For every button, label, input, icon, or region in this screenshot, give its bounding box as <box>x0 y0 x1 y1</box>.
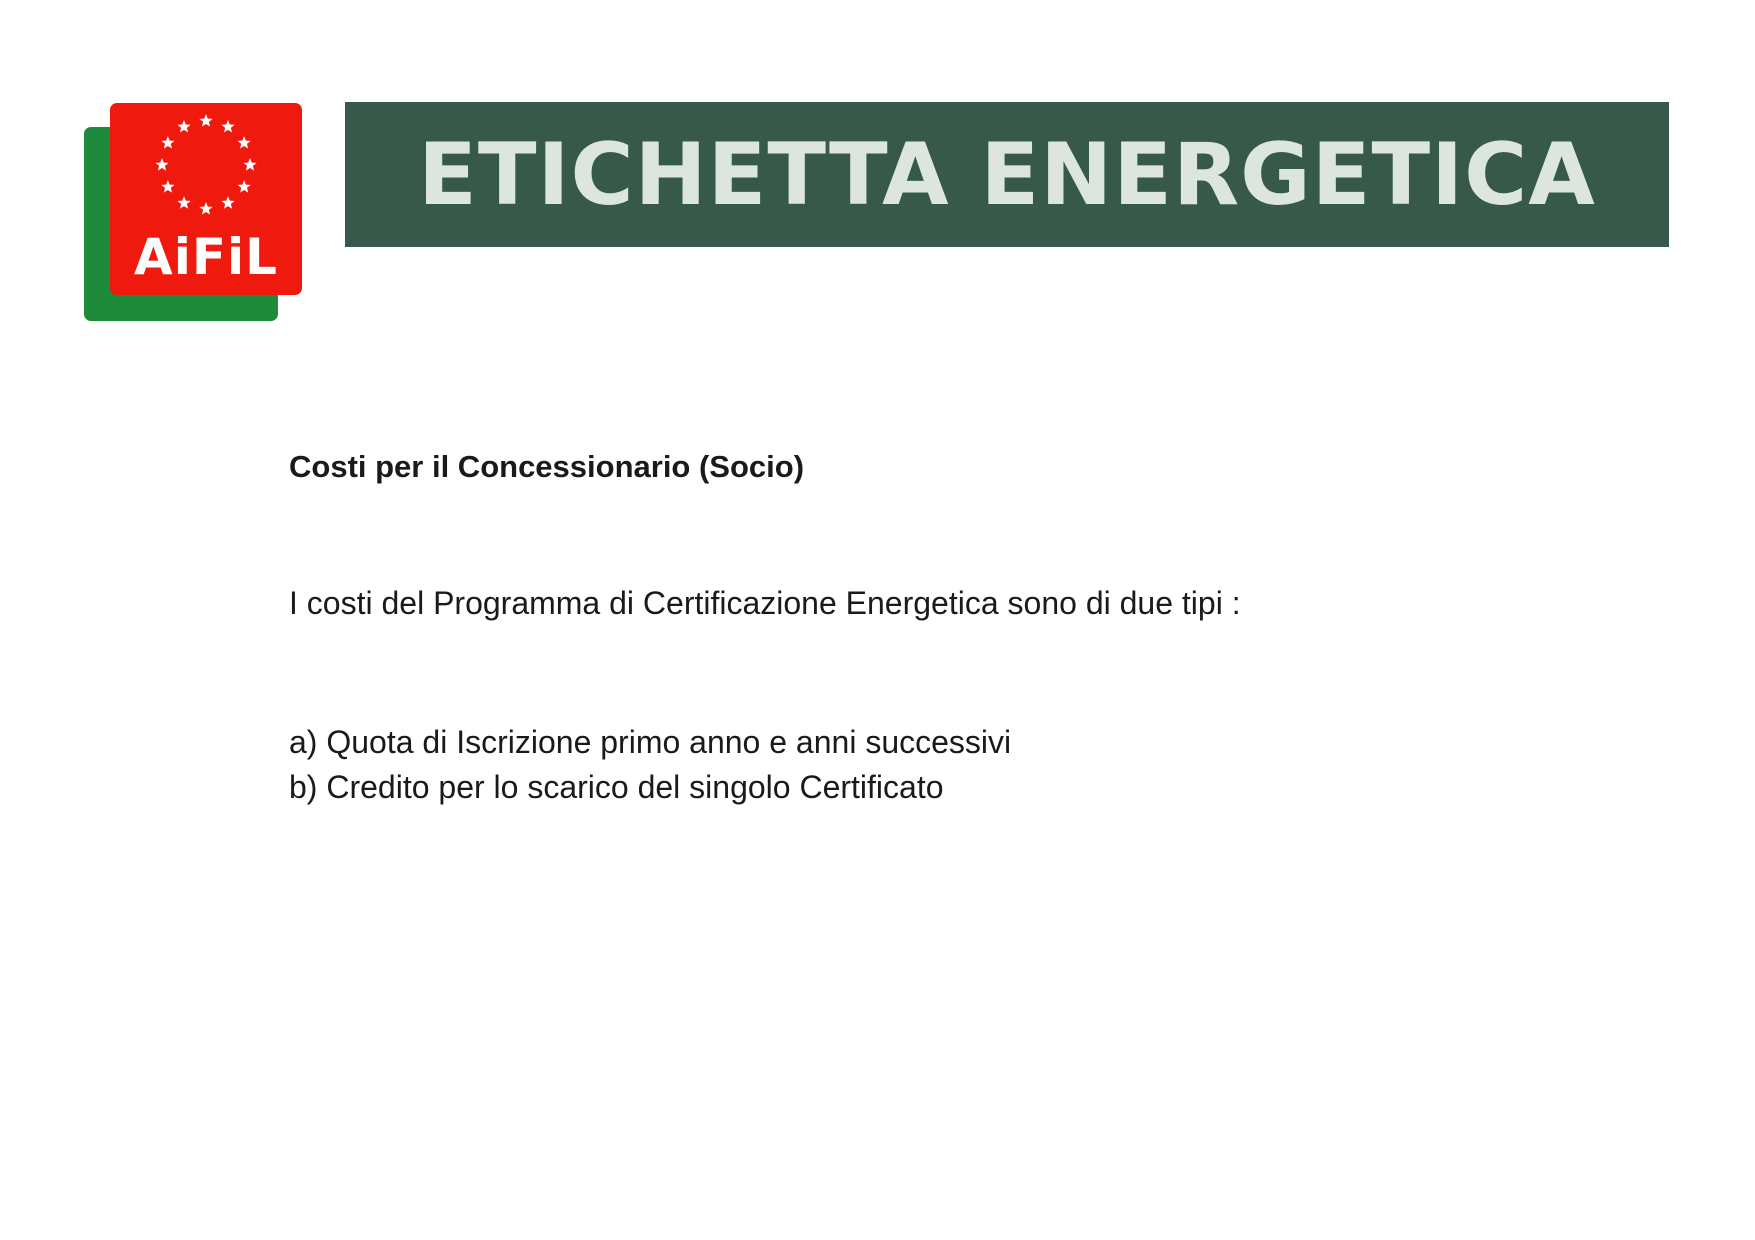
star-icon <box>237 180 250 193</box>
list-item: b) Credito per lo scarico del singolo Certificato <box>289 769 944 805</box>
star-icon <box>177 120 190 133</box>
section-heading: Costi per il Concessionario (Socio) <box>289 449 805 484</box>
star-icon <box>199 202 212 215</box>
star-icon <box>221 196 234 209</box>
star-icon <box>177 196 190 209</box>
intro-paragraph: I costi del Programma di Certificazione Energetica sono di due tipi : <box>289 585 1241 621</box>
star-icon <box>155 158 168 171</box>
star-icon <box>161 136 174 149</box>
star-icon <box>221 120 234 133</box>
page-title: ETICHETTA ENERGETICA <box>418 124 1596 225</box>
logo-emblem <box>110 103 302 295</box>
aifil-logo <box>84 103 302 321</box>
document-body <box>289 448 1589 805</box>
star-icon <box>237 136 250 149</box>
title-banner <box>345 102 1669 247</box>
cost-list <box>289 720 1011 810</box>
star-icon <box>199 114 212 127</box>
list-item: a) Quota di Iscrizione primo anno e anni successivi <box>289 724 1012 760</box>
star-icon <box>243 158 256 171</box>
eu-stars-icon <box>155 114 256 215</box>
star-icon <box>161 180 174 193</box>
logo-text: AiFiL <box>134 228 278 286</box>
